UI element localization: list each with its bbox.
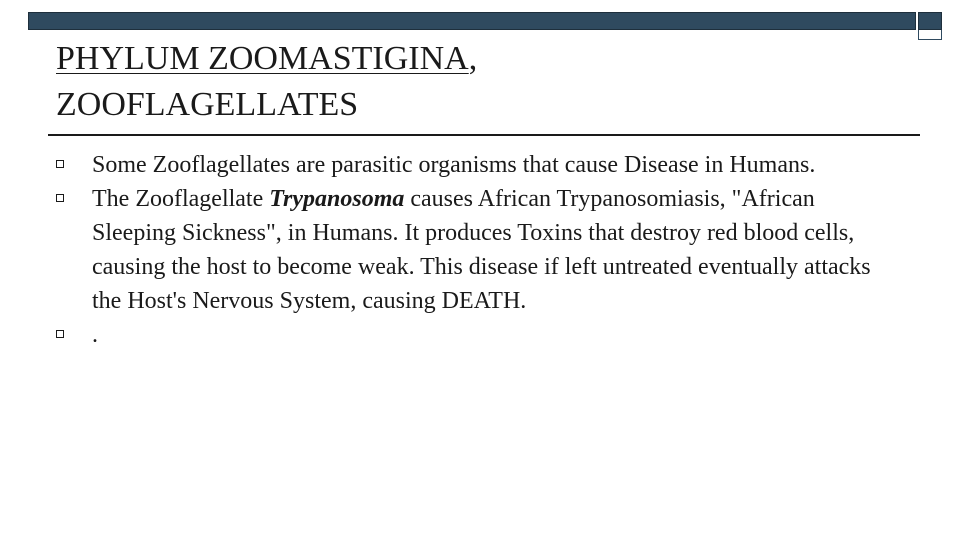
bullet-text: . (92, 322, 98, 348)
bullet-text-suffix: causes African Trypanosomiasis, "African Sleeping Sickness", in Humans. It produces Toxins that destroy red blood cells, causing the host to become weak. This disease if left untreated eventually attacks the Host's Nervous System, causing DEATH. (92, 186, 871, 314)
list-item (52, 148, 902, 182)
title-underlined-text: PHYLUM ZOOMASTIGINA (56, 40, 469, 77)
top-accent-bar (28, 12, 916, 30)
hollow-square-bullet-icon (56, 160, 64, 168)
corner-accent-outline (918, 30, 942, 40)
title-line-2: ZOOFLAGELLATES (56, 86, 359, 123)
list-item (52, 318, 902, 352)
bullet-text-prefix: The Zooflagellate (92, 186, 270, 212)
bullet-text: Some Zooflagellates are parasitic organisms that cause Disease in Humans. (92, 152, 816, 178)
list-item (52, 182, 902, 318)
bullet-text-emphasis: Trypanosoma (269, 186, 405, 212)
title-line-1 (56, 36, 896, 82)
slide-title (56, 36, 896, 128)
title-divider (48, 134, 920, 136)
corner-accent-block (918, 12, 942, 30)
title-comma: , (468, 40, 478, 77)
hollow-square-bullet-icon (56, 330, 64, 338)
bullet-list (52, 148, 902, 352)
bullet-text (92, 186, 871, 314)
hollow-square-bullet-icon (56, 194, 64, 202)
